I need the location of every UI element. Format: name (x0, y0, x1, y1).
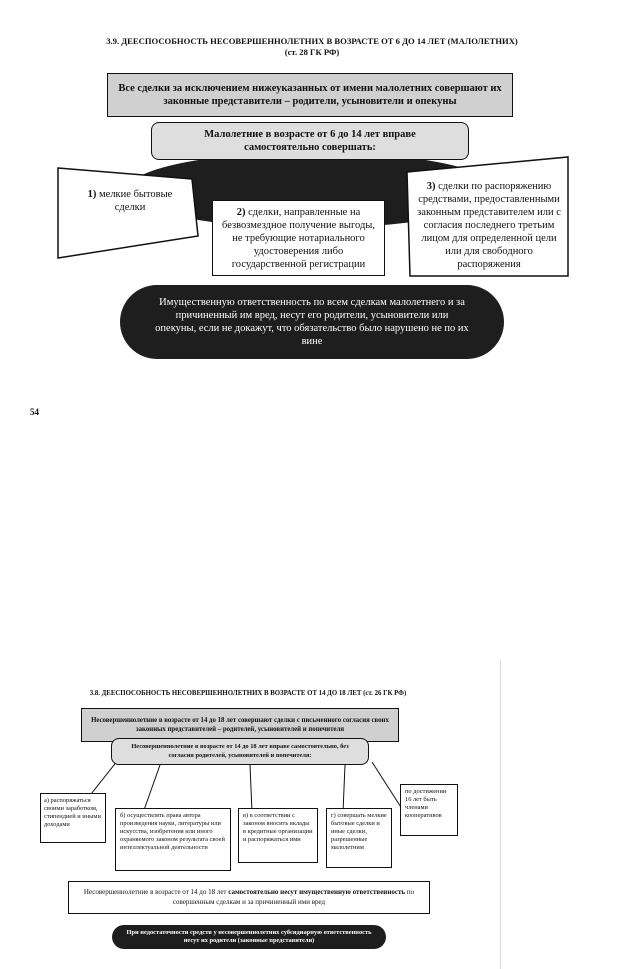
page2-item-g (326, 808, 392, 868)
page2-responsibility-box (68, 881, 430, 914)
page2-item-d (400, 784, 458, 836)
page2-bottom-box (112, 925, 386, 949)
page1-item3-text: сделки по распоряжению средствами, предоставленными законным представителем или с согласия последнего третьим лицом для определенной цели или для свободного распоряжения (417, 181, 561, 270)
page2-bottom-box-text: При недостаточности средств у несовершеннолетних субсидиарную ответственность несут их родители (законные представители) (126, 928, 372, 944)
page2-item-b (115, 808, 231, 871)
page1-item2-text: сделки, направленные на безвозмездное получение выгоды, не требующие нотариального удостоверения либо государственной регистрации (221, 206, 375, 270)
page1-item2-num: 2) (236, 206, 246, 218)
page1-top-box-text: Все сделки за исключением нижеуказанных от имени малолетних совершают их законные представители – родители, усыновители и опекуны (118, 83, 502, 107)
page1-item3-num: 3) (426, 181, 436, 192)
page2-middle-box (111, 738, 369, 765)
page2-right-divider (500, 660, 501, 969)
page2-item-a (40, 793, 106, 843)
page1-top-box (107, 73, 513, 117)
page1-title-line2: (ст. 28 ГК РФ) (284, 47, 340, 57)
page1-title-line1: 3.9. ДЕЕСПОСОБНОСТЬ НЕСОВЕРШЕННОЛЕТНИХ В ВОЗРАСТЕ ОТ 6 ДО 14 ЛЕТ (МАЛОЛЕТНИХ) (106, 36, 518, 46)
page2-resp-normal1: Несовершеннолетние в возрасте от 14 до 18 лет (83, 888, 227, 896)
page2-item-g-text: г) совершать мелкие бытовые сделки и иные сделки, разрешенные малолетним (331, 812, 387, 851)
page2-top-box-text: Несовершеннолетние в возрасте от 14 до 18 лет совершают сделки с письменного согласия своих законных представителей – родителей, усыновителей и попечителя (91, 717, 389, 733)
page2-connectors (80, 760, 406, 815)
page2-resp-bold: самостоятельно несут имущественную ответственность (228, 888, 406, 896)
page1-item3 (414, 180, 564, 271)
page2-resp-normal2: по совершенным сделкам и за причиненный ими вред (172, 888, 415, 906)
page2-top-box (81, 708, 399, 742)
page2-item-b-text: б) осуществлять права автора произведения науки, литературы или искусства, изобретения или иного охраняемого законом результата своей интеллектуальной деятельности (120, 812, 225, 851)
page2-item-v-text: в) в соответствии с законом вносить вклады в кредитные организации и распоряжаться ими (243, 812, 313, 843)
page1-bottom-box (120, 285, 504, 359)
page1-middle-box-text: Малолетние в возрасте от 6 до 14 лет вправе самостоятельно совершать: (204, 129, 416, 153)
page2-title: 3.8. ДЕЕСПОСОБНОСТЬ НЕСОВЕРШЕННОЛЕТНИХ В ВОЗРАСТЕ ОТ 14 ДО 18 ЛЕТ (ст. 26 ГК РФ) (89, 690, 407, 697)
page1-item1-text: мелкие бытовые сделки (99, 189, 173, 213)
page1-item2 (212, 200, 385, 276)
page1-item1 (74, 188, 186, 214)
page1-item1-num: 1) (87, 189, 97, 200)
page2-middle-box-text: Несовершеннолетние в возрасте от 14 до 18 лет вправе самостоятельно, без согласия родителей, усыновителей и попечителя: (131, 743, 349, 759)
page2-item-a-text: а) распоряжаться своими заработком, стипендией и иными доходами (44, 797, 101, 828)
page2-item-d-text: по достижении 16 лет быть членами кооперативов (405, 788, 447, 819)
page-number: 54 (30, 407, 39, 417)
page1-middle-box (151, 122, 469, 160)
page1-bottom-box-text: Имущественную ответственность по всем сделкам малолетнего и за причиненный им вред, несут его родители, усыновители или опекуны, если не докажут, что обязательство было нарушено не по их вине (155, 297, 469, 347)
page2-item-v (238, 808, 318, 863)
